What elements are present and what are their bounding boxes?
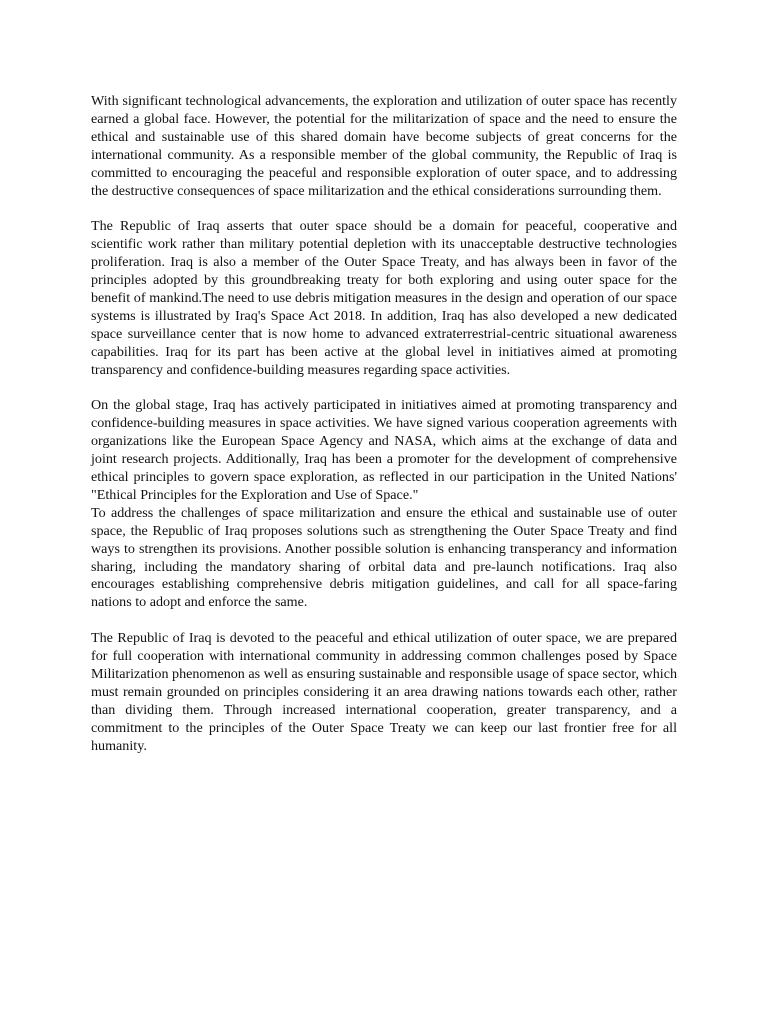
paragraph-iraq-position: The Republic of Iraq asserts that outer space should be a domain for peaceful, cooperative and scientific work rather than military potential depletion with its unacceptable destructive technologies proliferation. Iraq is also a member of the Outer Space Treaty, and has always been in favor of the principles adopted by this groundbreaking treaty for both exploring and using outer space for the benefit of mankind.The need to use debris mitigation measures in the design and operation of our space systems is illustrated by Iraq's Space Act 2018. In addition, Iraq has also developed a new dedicated space surveillance center that is now home to advanced extraterrestrial-centric situational awareness capabilities. Iraq for its part has been active at the global level in initiatives aimed at promoting transparency and confidence-building measures regarding space activities. [91,218,677,378]
paragraph-solutions: To address the challenges of space militarization and ensure the ethical and sustainable use of outer space, the Republic of Iraq proposes solutions such as strengthening the Outer Space Treaty and find ways to strengthen its provisions. Another possible solution is enhancing transperancy and information sharing, including the mandatory sharing of orbital data and pre-launch notifications. Iraq also encourages establishing comprehensive debris mitigation guidelines, and call for all space-faring nations to adopt and enforce the same. [91,504,677,611]
paragraph-global-stage: On the global stage, Iraq has actively participated in initiatives aimed at promoting transparency and confidence-building measures in space activities. We have signed various cooperation agreements with organizations like the European Space Agency and NASA, which aims at the exchange of data and joint research projects. Additionally, Iraq has been a promoter for the development of comprehensive ethical principles to govern space exploration, as reflected in our participation in the United Nations' "Ethical Principles for the Exploration and Use of Space." [91,397,677,503]
paragraph-introduction: With significant technological advancements, the exploration and utilization of outer space has recently earned a global face. However, the potential for the militarization of space and the need to ensure the ethical and sustainable use of this shared domain have become subjects of great concerns for the international community. As a responsible member of the global community, the Republic of Iraq is committed to encouraging the peaceful and responsible exploration of outer space, and to addressing the destructive consequences of space militarization and the ethical considerations surrounding them. [91,93,677,199]
document-body [91,93,677,755]
paragraph-spacer [91,379,677,397]
paragraph-spacer [91,612,677,630]
paragraph-conclusion: The Republic of Iraq is devoted to the peaceful and ethical utilization of outer space, we are prepared for full cooperation with international community in addressing common challenges posed by Space Militarization phenomenon as well as ensuring sustainable and responsible usage of space sector, which must remain grounded on principles considering it an area drawing nations towards each other, rather than dividing them. Through increased international cooperation, greater transparency, and a commitment to the principles of the Outer Space Treaty we can keep our last frontier free for all humanity. [91,630,677,754]
paragraph-spacer [91,200,677,218]
